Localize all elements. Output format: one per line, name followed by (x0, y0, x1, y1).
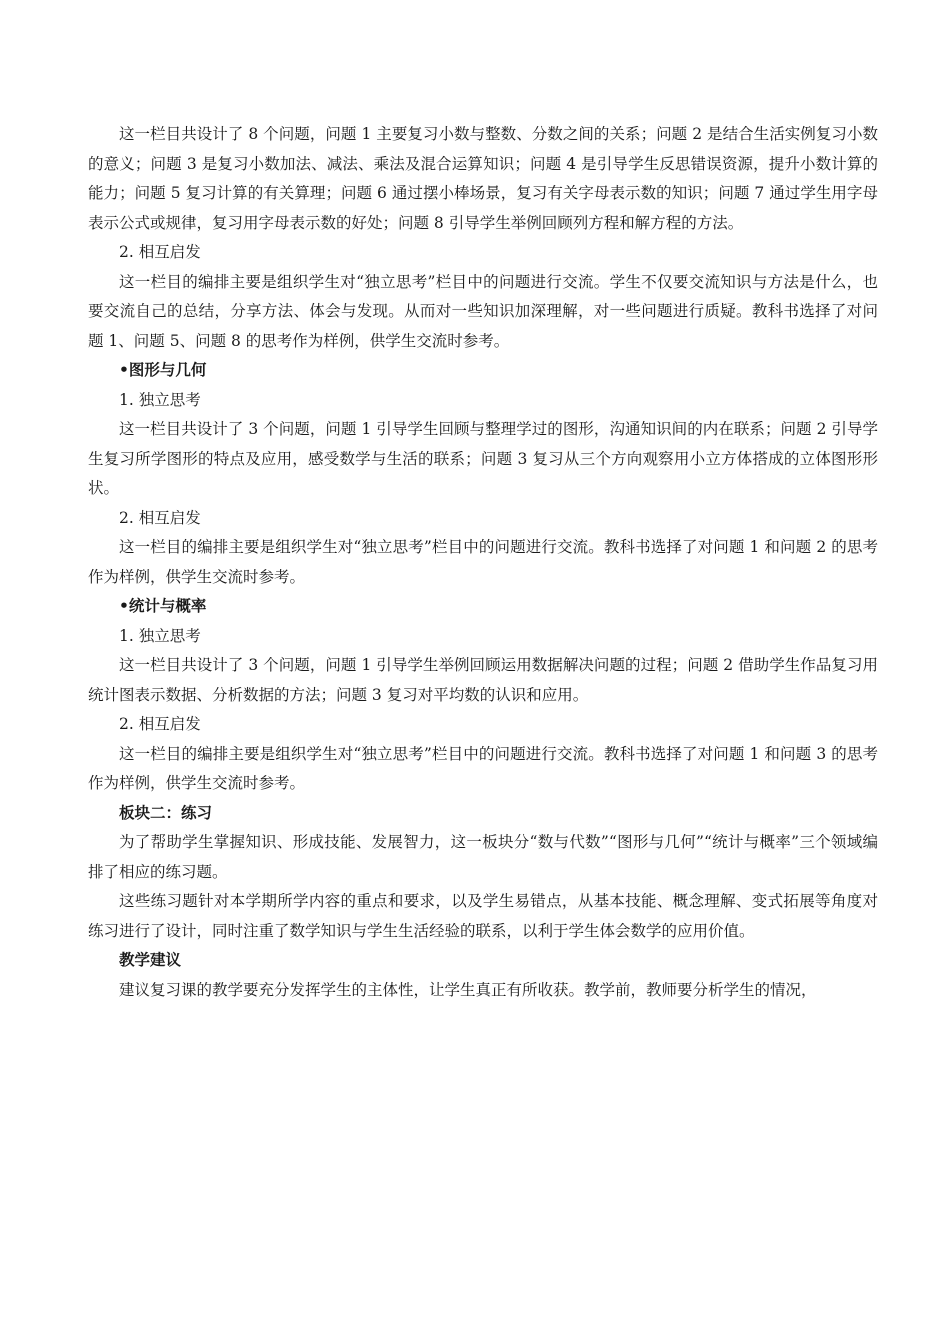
section-heading-teaching-suggestions: 教学建议 (119, 951, 182, 969)
subheading-mutual-inspiration: 2. 相互启发 (119, 715, 201, 733)
paragraph-practice-intro: 为了帮助学生掌握知识、形成技能、发展智力，这一板块分“数与代数”“图形与几何”“统计与概率”三个领域编排了相应的练习题。 (88, 833, 878, 881)
paragraph-statistics-thinking: 这一栏目共设计了 3 个问题，问题 1 引导学生举例回顾运用数据解决问题的过程；问题 2 借助学生作品复习用统计图表示数据、分析数据的方法；问题 3 复习对平均数的认识和应用。 (88, 656, 878, 704)
subheading-independent-thinking: 1. 独立思考 (119, 390, 201, 409)
paragraph-practice-design: 这些练习题针对本学期所学内容的重点和要求，以及学生易错点，从基本技能、概念理解、变式拓展等角度对练习进行了设计，同时注重了数学知识与学生生活经验的联系，以利于学生体会数学的应用价值。 (88, 892, 878, 940)
section-heading-practice: 板块二：练习 (119, 803, 213, 822)
paragraph-geometry-exchange: 这一栏目的编排主要是组织学生对“独立思考”栏目中的问题进行交流。教科书选择了对问题 1 和问题 2 的思考作为样例，供学生交流时参考。 (88, 538, 878, 586)
subheading-mutual-inspiration: 2. 相互启发 (119, 508, 201, 527)
paragraph-number-algebra-thinking: 这一栏目共设计了 8 个问题，问题 1 主要复习小数与整数、分数之间的关系；问题 2 是结合生活实例复习小数的意义；问题 3 是复习小数加法、减法、乘法及混合运算知识；问题 4 是引导学生反思错误资源，提升小数计算的能力；问题 5 复习计算的有关算理；问题 6 通过摆小棒场景，复习有关字母表示数的知识；问题 7 通过学生用字母表示公式或规律，复习用字母表示数的好处；问题 8 引导学生举例回顾列方程和解方程的方法。 (88, 125, 878, 232)
paragraph-teaching-suggestions: 建议复习课的教学要充分发挥学生的主体性，让学生真正有所收获。教学前，教师要分析学生的情况， (119, 980, 817, 999)
document-page (88, 120, 878, 1005)
subheading-mutual-inspiration: 2. 相互启发 (119, 243, 201, 261)
paragraph-geometry-thinking: 这一栏目共设计了 3 个问题，问题 1 引导学生回顾与整理学过的图形，沟通知识间的内在联系；问题 2 引导学生复习所学图形的特点及应用，感受数学与生活的联系；问题 3 复习从三个方向观察用小立方体搭成的立体图形形状。 (88, 420, 878, 497)
section-heading-statistics: •统计与概率 (119, 597, 207, 615)
paragraph-statistics-exchange: 这一栏目的编排主要是组织学生对“独立思考”栏目中的问题进行交流。教科书选择了对问题 1 和问题 3 的思考作为样例，供学生交流时参考。 (88, 744, 878, 792)
subheading-independent-thinking: 1. 独立思考 (119, 626, 201, 645)
section-heading-geometry: •图形与几何 (119, 361, 207, 379)
paragraph-number-algebra-exchange: 这一栏目的编排主要是组织学生对“独立思考”栏目中的问题进行交流。学生不仅要交流知识与方法是什么，也要交流自己的总结，分享方法、体会与发现。从而对一些知识加深理解，对一些问题进行质疑。教科书选择了对问题 1、问题 5、问题 8 的思考作为样例，供学生交流时参考。 (88, 272, 878, 350)
